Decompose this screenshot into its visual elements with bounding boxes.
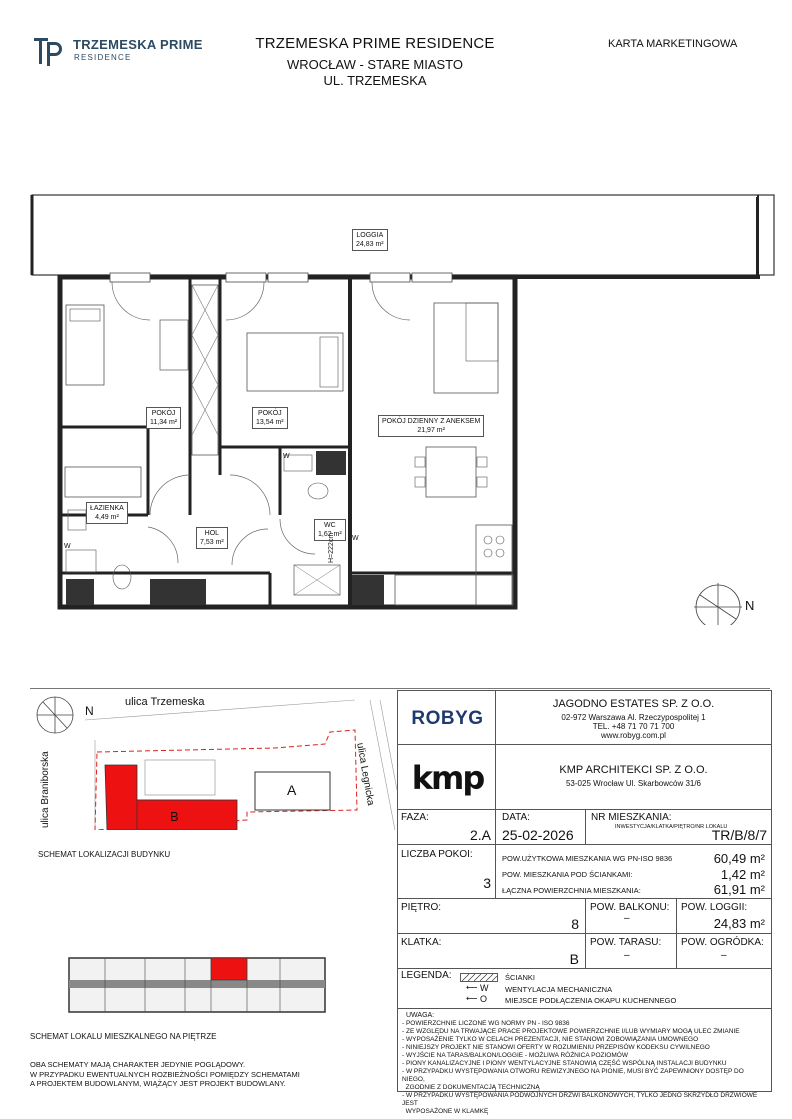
arrow-o-icon: ⟵ (466, 994, 478, 1003)
data-cell (495, 809, 586, 845)
room-bedroom-1-name: POKÓJ (151, 410, 176, 417)
taras-value: – (624, 950, 630, 961)
room-bedroom-2-area: 13,54 m² (256, 419, 284, 426)
architect-logo-cell (397, 744, 496, 810)
note-8: ZGODNIE Z DOKUMENTACJĄ TECHNICZNĄ (402, 1084, 540, 1091)
site-plan (25, 690, 397, 830)
klatka-cell (397, 933, 586, 969)
site-north: N (85, 704, 94, 718)
notes-title: UWAGA: (406, 1012, 435, 1019)
room-bathroom (86, 502, 128, 524)
pow-cal-label: ŁĄCZNA POWIERZCHNIA MIESZKANIA: (502, 886, 641, 895)
card-label: KARTA MARKETINGOWA (608, 38, 738, 50)
room-wc-area: 1,62 m² (318, 531, 342, 538)
floor-schema (65, 950, 330, 1020)
site-caption: SCHEMAT LOKALIZACJI BUDYNKU (38, 850, 171, 859)
site-street-left: ulica Braniborska (40, 751, 51, 828)
loggia-value: 24,83 m² (713, 916, 765, 931)
room-loggia (352, 229, 388, 251)
disclaimer-line-1: OBA SCHEMATY MAJĄ CHARAKTER JEDYNIE POGLĄDOWY. (30, 1060, 246, 1069)
pokoje-cell (397, 844, 496, 899)
legend-cell (397, 968, 772, 1009)
note-7: - W PRZYPADKU WYSTĘPOWANIA OTWORU REWIZYJNEGO NA PIONIE, MUSI BYĆ ZAPEWNIONY DOSTĘP DO NIEGO, (402, 1068, 744, 1083)
pow-sk-value: 1,42 m² (720, 867, 765, 882)
site-building-b: B (170, 809, 179, 824)
vent-mark-1: W (64, 543, 71, 550)
developer-tel: TEL. +48 71 70 71 700 (592, 722, 675, 731)
logo-sub: RESIDENCE (74, 53, 132, 62)
area-cell (495, 844, 772, 899)
height-note: H=222cm (328, 532, 335, 563)
nr-label: NR MIESZKANIA: (591, 812, 672, 823)
faza-value: 2.A (469, 827, 491, 843)
room-loggia-area: 24,83 m² (356, 241, 384, 248)
loggia-cell (676, 898, 772, 934)
robyg-logo: ROBYG (411, 708, 484, 729)
developer-logo-cell (397, 690, 496, 745)
logo-brand: TRZEMESKA PRIME (73, 37, 203, 52)
section-divider (30, 688, 770, 689)
note-1: - POWIERZCHNIE LICZONE WG NORMY PN - ISO 9836 (402, 1020, 570, 1027)
faza-cell (397, 809, 496, 845)
nr-cell (585, 809, 772, 845)
room-bedroom-2 (252, 407, 288, 429)
site-street-top: ulica Trzemeska (125, 696, 205, 708)
architect-name: KMP ARCHITEKCI SP. Z O.O. (559, 764, 708, 776)
pow-sk-label: POW. MIESZKANIA POD ŚCIANKAMI: (502, 870, 633, 879)
north-label: N (745, 598, 755, 613)
developer-address: 02-972 Warszawa Al. Rzeczypospolitej 1 (561, 713, 706, 722)
room-bathroom-name: ŁAZIENKA (90, 505, 124, 512)
note-6: - PIONY KANALIZACYJNE I PIONY WENTYLACYJNE STANOWIĄ CZĘŚĆ WSPÓLNĄ INSTALACJI BUDYNKU (402, 1060, 727, 1067)
ogrodek-cell (676, 933, 772, 969)
taras-label: POW. TARASU: (590, 937, 662, 948)
vent-mark-3: W (352, 535, 359, 542)
balkon-value: – (624, 913, 630, 924)
pokoje-value: 3 (483, 875, 491, 891)
room-bedroom-1 (146, 407, 181, 429)
klatka-label: KLATKA: (401, 937, 442, 948)
balkon-label: POW. BALKONU: (590, 902, 670, 913)
walls-hatch-icon (460, 973, 498, 982)
room-living-area: 21,97 m² (417, 427, 445, 434)
room-wc-name: WC (324, 522, 336, 529)
room-bedroom-2-name: POKÓJ (257, 410, 282, 417)
kmp-logo: kmp (411, 759, 484, 797)
pow-cal-value: 61,91 m² (713, 882, 765, 897)
legend-walls: ŚCIANKI (505, 973, 536, 982)
balkon-cell (585, 898, 677, 934)
loggia-label: POW. LOGGII: (681, 902, 748, 913)
site-building-a: A (287, 782, 297, 798)
developer-name: JAGODNO ESTATES SP. Z O.O. (552, 698, 715, 710)
disclaimer-line-3: A PROJEKTEM BUDOWLANYM, WIĄŻĄCY JEST PROJEKT BUDOWLANY. (30, 1079, 286, 1088)
room-loggia-name: LOGGIA (356, 232, 384, 239)
note-9: - W PRZYPADKU WYSTĘPOWANIA PODWÓJNYCH DRZWI BALKONOWYCH, TYLKO JEDNO SKRZYDŁO DRZWIOWE JEST (402, 1092, 758, 1107)
pietro-value: 8 (571, 916, 579, 932)
ogrodek-value: – (721, 950, 727, 961)
room-hall (196, 527, 228, 549)
room-bedroom-1-area: 11,34 m² (150, 419, 178, 426)
pow-uz-label: POW.UŻYTKOWA MIESZKANIA WG PN-ISO 9836 (502, 854, 673, 863)
disclaimer (30, 1060, 300, 1089)
legend-o-symbol: O (480, 994, 488, 1004)
notes-cell (397, 1008, 772, 1115)
room-living (378, 415, 484, 437)
nr-sub: INWESTYCJA/KLATKA/PIĘTRO/NR LOKALU (615, 824, 728, 830)
vent-mark-2: W (283, 453, 290, 460)
pietro-cell (397, 898, 586, 934)
data-value: 25-02-2026 (502, 827, 574, 843)
site-plan-drawing (25, 690, 397, 830)
pietro-label: PIĘTRO: (401, 902, 442, 913)
legend-o-text: MIEJSCE PODŁĄCZENIA OKAPU KUCHENNEGO (505, 996, 677, 1005)
logo (33, 36, 213, 68)
floor-schema-caption: SCHEMAT LOKALU MIESZKALNEGO NA PIĘTRZE (30, 1032, 217, 1041)
room-living-name: POKÓJ DZIENNY Z ANEKSEM (382, 418, 481, 425)
legend-label: LEGENDA: (401, 970, 452, 981)
room-bathroom-area: 4,49 m² (95, 514, 119, 521)
page-title: TRZEMESKA PRIME RESIDENCE (255, 35, 495, 52)
room-hall-area: 7,53 m² (200, 539, 224, 546)
site-street-right: ulica Legnicka (354, 742, 377, 807)
note-5: - WYJŚCIE NA TARAS/BALKON/LOGGIE - MOŻLIWA RÓŻNICA POZIOMÓW (402, 1052, 628, 1059)
nr-value: TR/B/8/7 (711, 827, 767, 843)
architect-info-cell (495, 744, 772, 810)
note-10: WYPOSAŻONE W KLAMKĘ (402, 1108, 489, 1115)
tp-logo-icon (33, 36, 67, 68)
developer-web: www.robyg.com.pl (601, 731, 666, 740)
page-street: UL. TRZEMESKA (323, 73, 427, 88)
pokoje-label: LICZBA POKOI: (401, 849, 473, 860)
klatka-value: B (569, 951, 579, 967)
floor-schema-drawing (65, 950, 330, 1020)
note-4: - NINIEJSZY PROJEKT NIE STANOWI OFERTY W ROZUMIENIU PRZEPISÓW KODEKSU CYWILNEGO (402, 1044, 710, 1051)
room-hall-name: HOL (204, 530, 220, 537)
arrow-w-icon: ⟵ (466, 983, 478, 992)
legend-w-symbol: W (480, 983, 489, 993)
floor-plan-drawing (0, 185, 792, 625)
disclaimer-line-2: W PRZYPADKU EWENTUALNYCH ROZBIEŻNOŚCI POMIĘDZY SCHEMATAMI (30, 1069, 300, 1079)
architect-address: 53-025 Wrocław Ul. Skarbowców 31/6 (565, 779, 702, 788)
taras-cell (585, 933, 677, 969)
note-2: - ZE WZGLĘDU NA TRWAJĄCE PRACE PROJEKTOWE POWIERZCHNIE I/LUB WYMIARY MOGĄ ULEC ZMIANIE (402, 1028, 740, 1035)
legend-w-text: WENTYLACJA MECHANICZNA (505, 985, 613, 994)
page-city: WROCŁAW - STARE MIASTO (287, 57, 463, 72)
faza-label: FAZA: (401, 812, 429, 823)
ogrodek-label: POW. OGRÓDKA: (681, 937, 764, 948)
pow-uz-value: 60,49 m² (713, 851, 765, 866)
note-3: - WYPOSAŻENIE TYLKO W CELACH PREZENTACJI, NIE STANOWI ZOBOWIĄZANIA UMOWNEGO (402, 1036, 699, 1043)
developer-info-cell (495, 690, 772, 745)
data-label: DATA: (502, 812, 530, 823)
floor-plan (0, 185, 792, 625)
